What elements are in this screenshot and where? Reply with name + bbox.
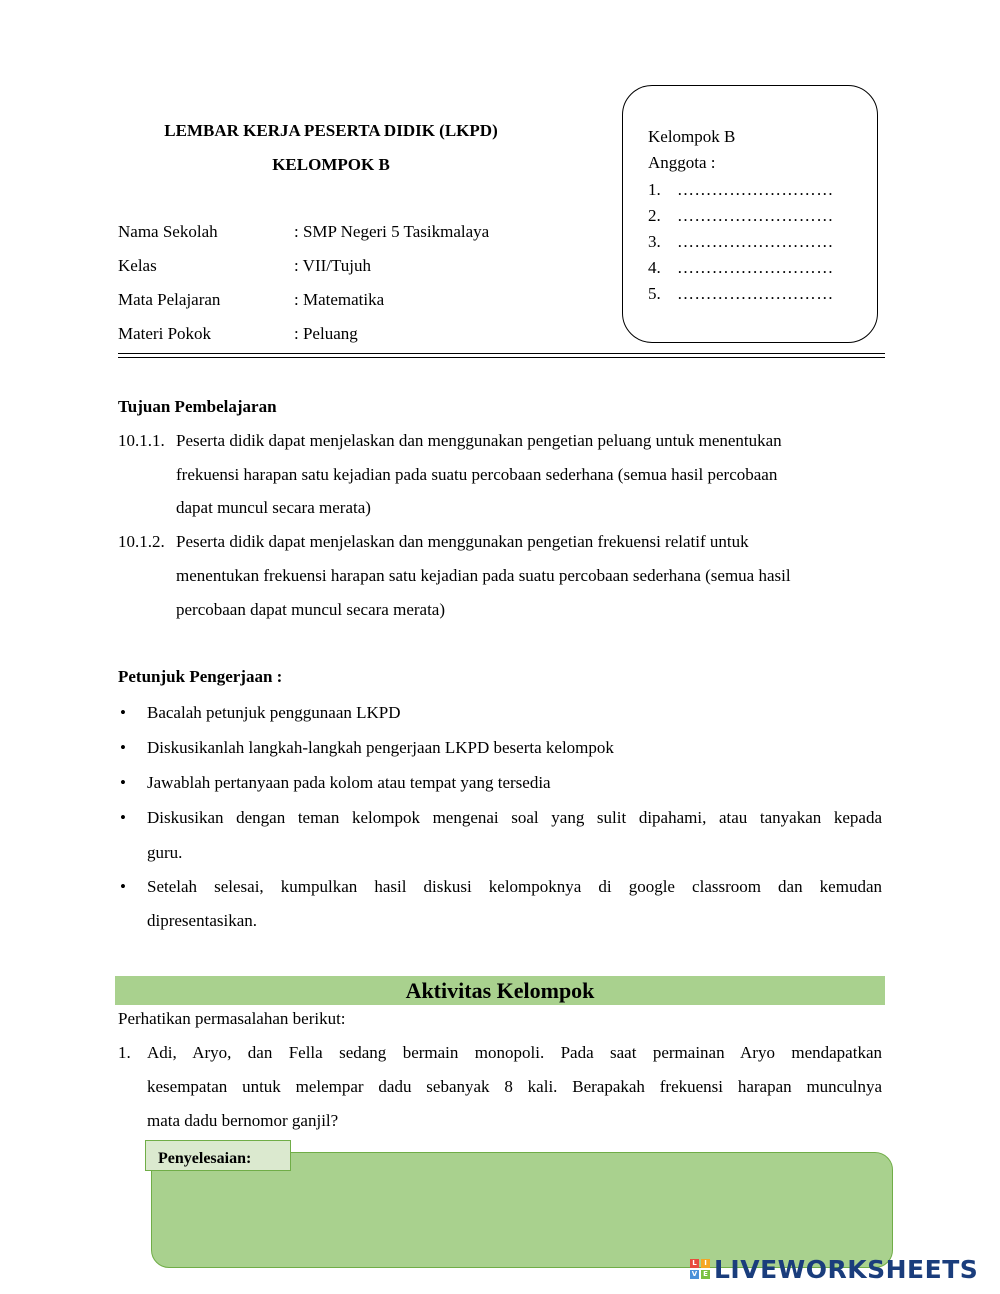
question-text-line: Adi, Aryo, dan Fella sedang bermain monopoli. Pada saat permainan Aryo mendapatkan bbox=[147, 1043, 882, 1062]
activity-intro: Perhatikan permasalahan berikut: bbox=[118, 1009, 346, 1028]
instruction-item-continued: dipresentasikan. bbox=[147, 911, 257, 930]
goal-text-line: Peserta didik dapat menjelaskan dan menggunakan pengetian peluang untuk menentukan bbox=[176, 431, 782, 450]
goal-text-line: dapat muncul secara merata) bbox=[176, 498, 371, 517]
members-label: Anggota : bbox=[648, 153, 716, 172]
info-label-class: Kelas bbox=[118, 256, 157, 275]
group-name: Kelompok B bbox=[648, 127, 736, 146]
info-label-school: Nama Sekolah bbox=[118, 222, 218, 241]
goal-text-line: menentukan frekuensi harapan satu kejadian pada suatu percobaan sederhana (semua hasil bbox=[176, 566, 791, 585]
question-text-line: kesempatan untuk melempar dadu sebanyak 8 kali. Berapakah frekuensi harapan munculnya bbox=[147, 1077, 882, 1096]
group-subtitle: KELOMPOK B bbox=[272, 155, 390, 174]
logo-tile: E bbox=[701, 1270, 710, 1279]
info-value-school: : SMP Negeri 5 Tasikmalaya bbox=[294, 222, 490, 241]
logo-text: LIVEWORKSHEETS bbox=[714, 1254, 979, 1284]
liveworksheets-logo bbox=[690, 1254, 978, 1284]
document-title: LEMBAR KERJA PESERTA DIDIK (LKPD) bbox=[164, 121, 498, 140]
member-number: 4. bbox=[648, 258, 661, 277]
logo-tile: L bbox=[690, 1259, 699, 1268]
info-value-class: : VII/Tujuh bbox=[294, 256, 371, 275]
instruction-item: Bacalah petunjuk penggunaan LKPD bbox=[147, 703, 401, 722]
member-blank-3[interactable]: ……………………… bbox=[677, 232, 834, 251]
member-number: 2. bbox=[648, 206, 661, 225]
member-blank-2[interactable]: ……………………… bbox=[677, 206, 834, 225]
bullet-icon: • bbox=[120, 738, 126, 757]
question-text-line: mata dadu bernomor ganjil? bbox=[147, 1111, 339, 1130]
instruction-item: Diskusikanlah langkah-langkah pengerjaan LKPD beserta kelompok bbox=[147, 738, 614, 757]
member-number: 3. bbox=[648, 232, 661, 251]
instruction-item: Setelah selesai, kumpulkan hasil diskusi kelompoknya di google classroom dan kemudan bbox=[147, 877, 882, 896]
goal-number: 10.1.1. bbox=[118, 431, 165, 450]
member-number: 1. bbox=[648, 180, 661, 199]
bullet-icon: • bbox=[120, 773, 126, 792]
member-blank-1[interactable]: ……………………… bbox=[677, 180, 834, 199]
instructions-heading: Petunjuk Pengerjaan : bbox=[118, 667, 283, 686]
goals-heading: Tujuan Pembelajaran bbox=[118, 397, 277, 416]
member-blank-5[interactable]: ……………………… bbox=[677, 284, 834, 303]
header-divider-bottom bbox=[118, 357, 885, 358]
activity-title-bar: Aktivitas Kelompok bbox=[115, 976, 885, 1005]
instruction-item-continued: guru. bbox=[147, 843, 183, 862]
info-value-topic: : Peluang bbox=[294, 324, 358, 343]
bullet-icon: • bbox=[120, 808, 126, 827]
instruction-item: Jawablah pertanyaan pada kolom atau tempat yang tersedia bbox=[147, 773, 551, 792]
member-number: 5. bbox=[648, 284, 661, 303]
goal-text-line: percobaan dapat muncul secara merata) bbox=[176, 600, 446, 619]
bullet-icon: • bbox=[120, 703, 126, 722]
info-label-topic: Materi Pokok bbox=[118, 324, 212, 343]
bullet-icon: • bbox=[120, 877, 126, 896]
logo-tile: V bbox=[691, 1270, 698, 1278]
logo-tile: I bbox=[701, 1259, 710, 1268]
info-label-subject: Mata Pelajaran bbox=[118, 290, 221, 309]
info-value-subject: : Matematika bbox=[294, 290, 385, 309]
goal-number: 10.1.2. bbox=[118, 532, 165, 551]
goal-text-line: Peserta didik dapat menjelaskan dan menggunakan pengetian frekuensi relatif untuk bbox=[176, 532, 749, 551]
instruction-item: Diskusikan dengan teman kelompok mengenai soal yang sulit dipahami, atau tanyakan kepada bbox=[147, 808, 882, 827]
answer-label: Penyelesaian: bbox=[145, 1140, 291, 1171]
header-divider-top bbox=[118, 353, 885, 354]
goal-text-line: frekuensi harapan satu kejadian pada suatu percobaan sederhana (semua hasil percobaan bbox=[176, 465, 778, 484]
question-number: 1. bbox=[118, 1043, 131, 1062]
logo-icon bbox=[690, 1259, 710, 1279]
member-blank-4[interactable]: ……………………… bbox=[677, 258, 834, 277]
